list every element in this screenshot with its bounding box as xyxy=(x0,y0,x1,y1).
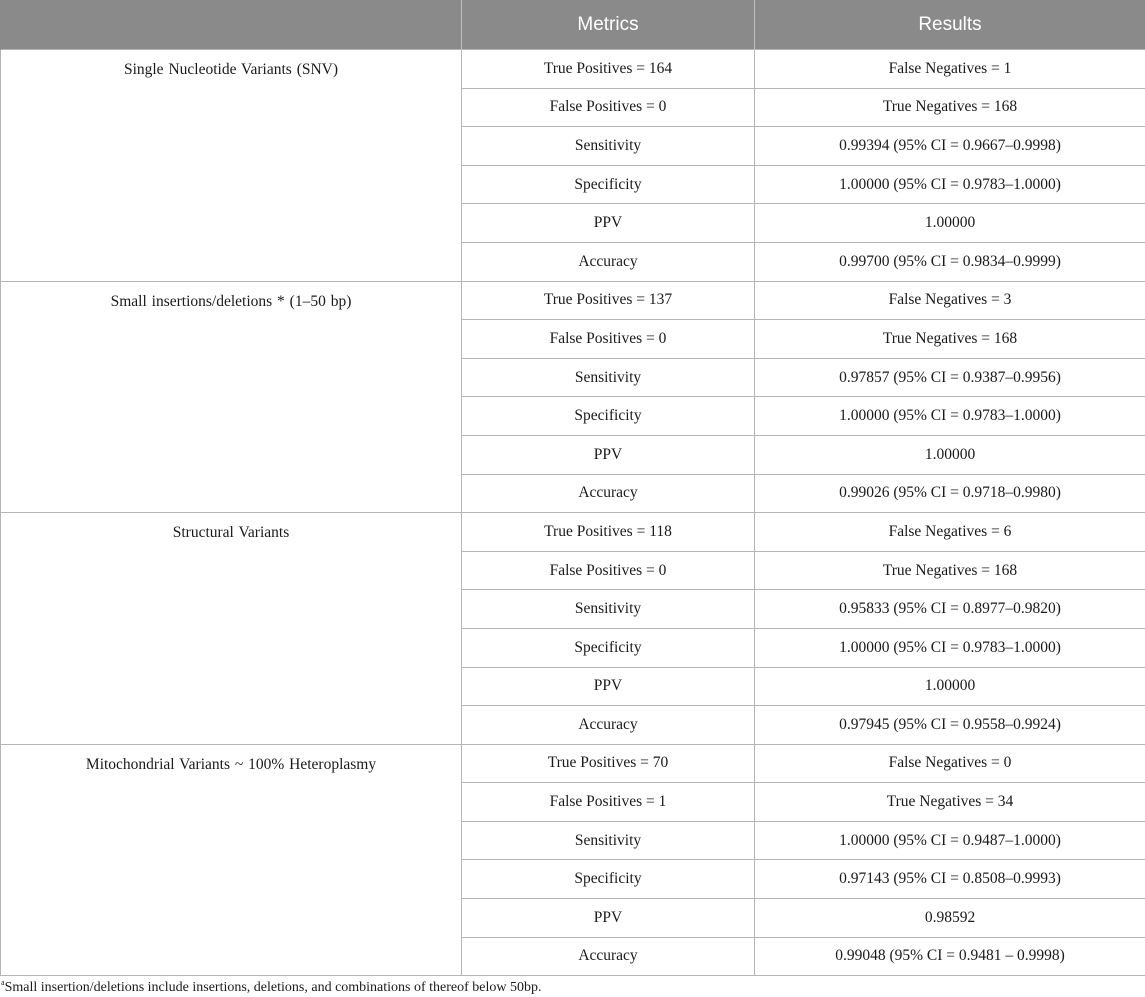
metric-cell: Accuracy xyxy=(462,242,755,281)
metric-cell: Sensitivity xyxy=(462,590,755,629)
result-cell: False Negatives = 1 xyxy=(755,50,1145,89)
table-row xyxy=(1,744,1145,783)
table-row xyxy=(1,281,1145,320)
result-cell: 1.00000 (95% CI = 0.9783–1.0000) xyxy=(755,628,1145,667)
footnote xyxy=(1,978,542,996)
header-category xyxy=(1,1,462,50)
variant-category: Structural Variants xyxy=(1,513,462,745)
metric-cell: Accuracy xyxy=(462,474,755,513)
metric-cell: Sensitivity xyxy=(462,127,755,166)
metric-cell: Sensitivity xyxy=(462,358,755,397)
result-cell: 1.00000 (95% CI = 0.9783–1.0000) xyxy=(755,397,1145,436)
variant-category: Single Nucleotide Variants (SNV) xyxy=(1,50,462,282)
metric-cell: True Positives = 137 xyxy=(462,281,755,320)
metric-cell: Specificity xyxy=(462,628,755,667)
result-cell: 0.99048 (95% CI = 0.9481 – 0.9998) xyxy=(755,937,1145,976)
metric-cell: True Positives = 164 xyxy=(462,50,755,89)
result-cell: 0.97143 (95% CI = 0.8508–0.9993) xyxy=(755,860,1145,899)
result-cell: True Negatives = 34 xyxy=(755,783,1145,822)
result-cell: 0.97857 (95% CI = 0.9387–0.9956) xyxy=(755,358,1145,397)
result-cell: 1.00000 xyxy=(755,204,1145,243)
result-cell: 1.00000 (95% CI = 0.9487–1.0000) xyxy=(755,821,1145,860)
metric-cell: PPV xyxy=(462,204,755,243)
table-body xyxy=(1,50,1145,976)
table-header xyxy=(1,1,1145,50)
metric-cell: True Positives = 70 xyxy=(462,744,755,783)
metric-cell: Specificity xyxy=(462,860,755,899)
result-cell: 1.00000 xyxy=(755,435,1145,474)
variant-category: Mitochondrial Variants ~ 100% Heteroplasmy xyxy=(1,744,462,976)
result-cell: 0.95833 (95% CI = 0.8977–0.9820) xyxy=(755,590,1145,629)
metric-cell: False Positives = 0 xyxy=(462,320,755,359)
metric-cell: True Positives = 118 xyxy=(462,513,755,552)
header-row xyxy=(1,1,1145,50)
result-cell: 0.99394 (95% CI = 0.9667–0.9998) xyxy=(755,127,1145,166)
header-results: Results xyxy=(755,1,1145,50)
metric-cell: False Positives = 0 xyxy=(462,551,755,590)
result-cell: True Negatives = 168 xyxy=(755,320,1145,359)
metric-cell: Sensitivity xyxy=(462,821,755,860)
result-cell: False Negatives = 0 xyxy=(755,744,1145,783)
result-cell: 1.00000 (95% CI = 0.9783–1.0000) xyxy=(755,165,1145,204)
result-cell: 0.97945 (95% CI = 0.9558–0.9924) xyxy=(755,706,1145,745)
result-cell: 0.99700 (95% CI = 0.9834–0.9999) xyxy=(755,242,1145,281)
metric-cell: PPV xyxy=(462,435,755,474)
metric-cell: Specificity xyxy=(462,165,755,204)
metric-cell: PPV xyxy=(462,667,755,706)
result-cell: 1.00000 xyxy=(755,667,1145,706)
metric-cell: Accuracy xyxy=(462,937,755,976)
result-cell: True Negatives = 168 xyxy=(755,88,1145,127)
footnote-text: Small insertion/deletions include insertions, deletions, and combinations of thereof below 50bp. xyxy=(4,980,542,995)
result-cell: False Negatives = 6 xyxy=(755,513,1145,552)
table-row xyxy=(1,50,1145,89)
footnote-marker: a xyxy=(1,978,5,987)
variant-category: Small insertions/deletions * (1–50 bp) xyxy=(1,281,462,513)
metric-cell: False Positives = 0 xyxy=(462,88,755,127)
result-cell: True Negatives = 168 xyxy=(755,551,1145,590)
result-cell: 0.99026 (95% CI = 0.9718–0.9980) xyxy=(755,474,1145,513)
metric-cell: PPV xyxy=(462,899,755,938)
metric-cell: False Positives = 1 xyxy=(462,783,755,822)
metric-cell: Accuracy xyxy=(462,706,755,745)
result-cell: False Negatives = 3 xyxy=(755,281,1145,320)
table-row xyxy=(1,513,1145,552)
result-cell: 0.98592 xyxy=(755,899,1145,938)
header-metrics: Metrics xyxy=(462,1,755,50)
metric-cell: Specificity xyxy=(462,397,755,436)
